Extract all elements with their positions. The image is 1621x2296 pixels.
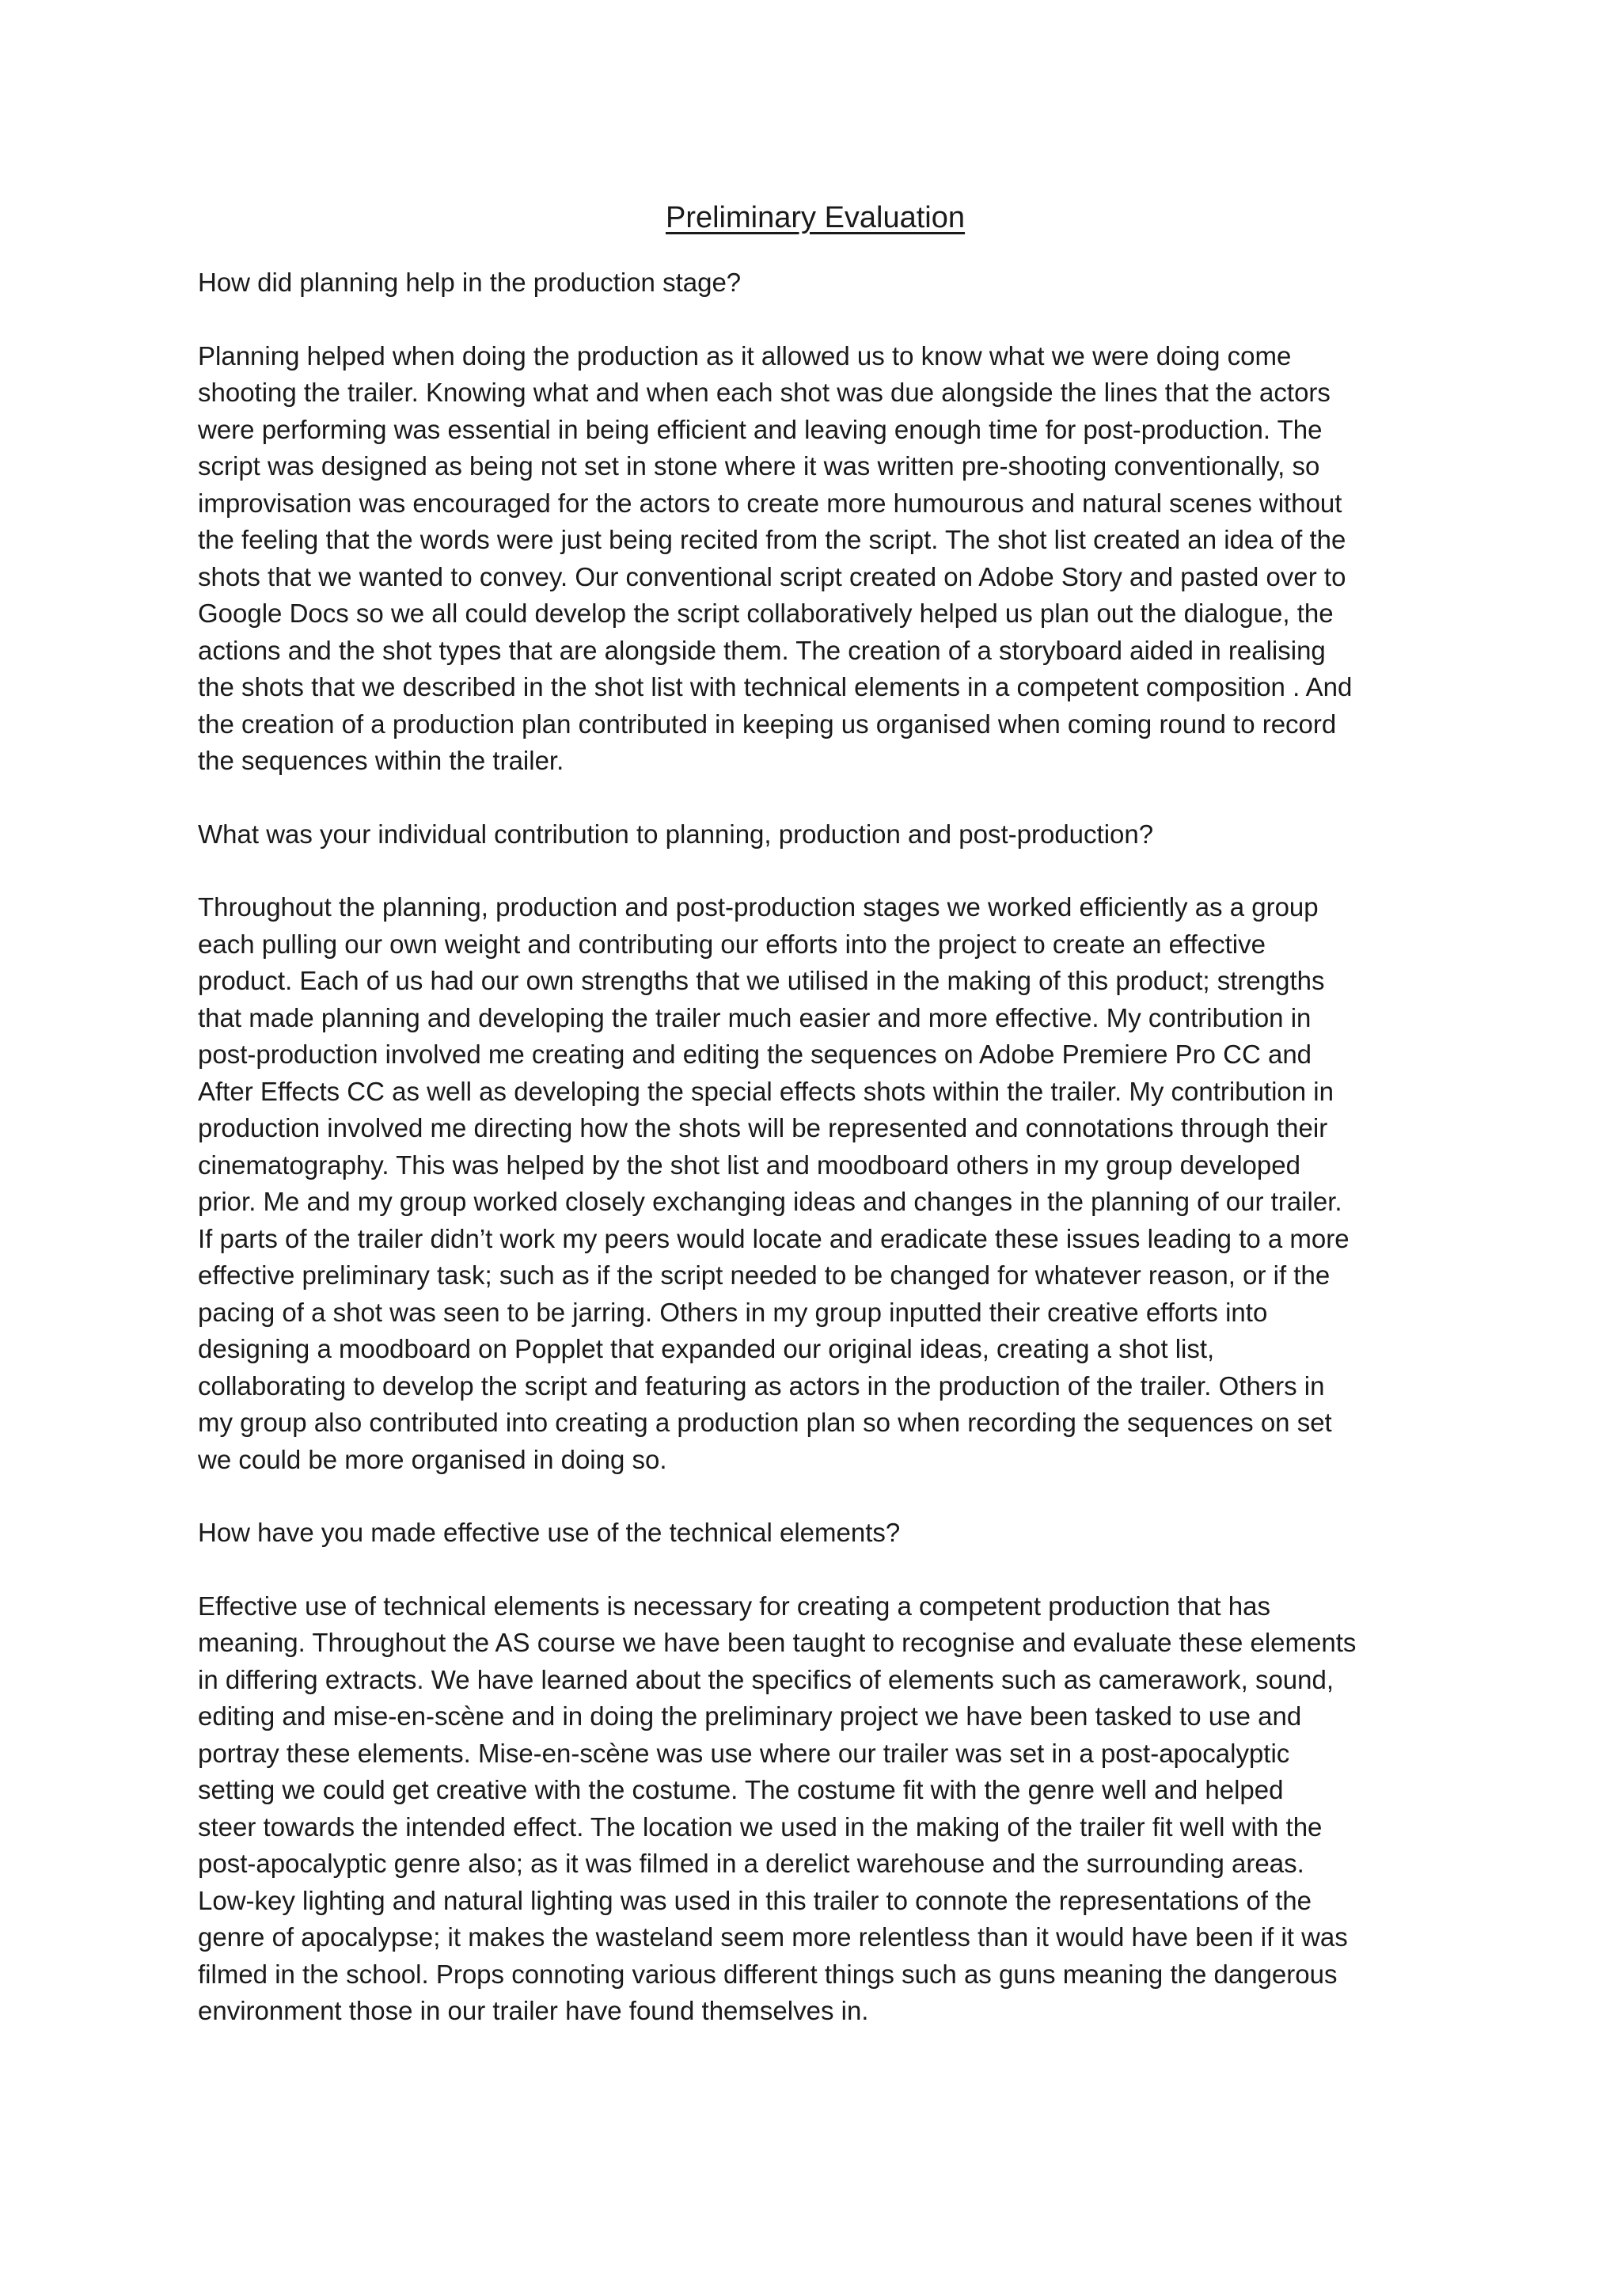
answer-line: script was designed as being not set in stone where it was written pre-shooting conventionally, so (198, 451, 1320, 481)
question-planning: How did planning help in the production stage? (198, 268, 742, 297)
answer-line: production involved me directing how the shots will be represented and connotations through their (198, 1113, 1328, 1142)
answer-line: setting we could get creative with the costume. The costume fit with the genre well and helped (198, 1775, 1284, 1804)
answer-planning (198, 338, 1433, 780)
question-contribution: What was your individual contribution to planning, production and post-production? (198, 819, 1154, 849)
answer-line: post-apocalyptic genre also; as it was filmed in a derelict warehouse and the surrounding areas. (198, 1849, 1304, 1878)
answer-line: steer towards the intended effect. The location we used in the making of the trailer fit well with the (198, 1811, 1323, 1842)
answer-line: effective preliminary task; such as if the script needed to be changed for whatever reason, or if the (198, 1260, 1331, 1290)
answer-line: each pulling our own weight and contributing our efforts into the project to create an effective (198, 929, 1266, 959)
answer-line: we could be more organised in doing so. (198, 1444, 667, 1474)
answer-line: pacing of a shot was seen to be jarring. Others in my group inputted their creative efforts into (198, 1297, 1268, 1327)
answer-line: Planning helped when doing the production as it allowed us to know what we were doing come (198, 340, 1292, 371)
answer-line: product. Each of us had our own strengths that we utilised in the making of this product; strengths (198, 966, 1325, 995)
answer-contribution (198, 889, 1433, 1478)
answer-line: shots that we wanted to convey. Our conventional script created on Adobe Story and pasted over to (198, 561, 1346, 591)
answer-line: post-production involved me creating and editing the sequences on Adobe Premiere Pro CC and (198, 1040, 1312, 1069)
answer-line: in differing extracts. We have learned about the specifics of elements such as camerawork, sound, (198, 1664, 1334, 1694)
answer-line: prior. Me and my group worked closely exchanging ideas and changes in the planning of our trailer. (198, 1187, 1342, 1216)
answer-line: Google Docs so we all could develop the script collaboratively helped us plan out the dialogue, the (198, 599, 1334, 628)
answer-line: designing a moodboard on Popplet that expanded our original ideas, creating a shot list, (198, 1334, 1215, 1363)
answer-line: shooting the trailer. Knowing what and when each shot was due alongside the lines that the actors (198, 378, 1331, 407)
answer-line: were performing was essential in being efficient and leaving enough time for post-production. The (198, 414, 1323, 444)
answer-line: the shots that we described in the shot list with technical elements in a competent composition . And (198, 672, 1353, 701)
answer-line: environment those in our trailer have found themselves in. (198, 1996, 869, 2025)
answer-line: portray these elements. Mise-en-scène was use where our trailer was set in a post-apocalyptic (198, 1738, 1290, 1768)
answer-line: that made planning and developing the trailer much easier and more effective. My contribution in (198, 1002, 1312, 1032)
answer-line: cinematography. This was helped by the shot list and moodboard others in my group developed (198, 1150, 1300, 1180)
answer-line: filmed in the school. Props connoting various different things such as guns meaning the dangerous (198, 1959, 1338, 1989)
answer-line: editing and mise-en-scène and in doing the preliminary project we have been tasked to use and (198, 1701, 1302, 1731)
answer-line: the feeling that the words were just being recited from the script. The shot list created an idea of the (198, 525, 1346, 554)
answer-technical-elements (198, 1588, 1433, 2030)
answer-line: Throughout the planning, production and post-production stages we worked efficiently as a group (198, 892, 1319, 922)
document-title: Preliminary Evaluation (665, 201, 966, 234)
question-technical-elements: How have you made effective use of the technical elements? (198, 1518, 901, 1547)
answer-line: the creation of a production plan contributed in keeping us organised when coming round to record (198, 709, 1337, 739)
answer-line: my group also contributed into creating a production plan so when recording the sequences on set (198, 1408, 1332, 1437)
answer-line: Effective use of technical elements is necessary for creating a competent production that has (198, 1591, 1270, 1621)
answer-line: Low-key lighting and natural lighting was used in this trailer to connote the representations of the (198, 1885, 1312, 1915)
answer-line: collaborating to develop the script and featuring as actors in the production of the trailer. Others in (198, 1370, 1325, 1401)
answer-line: meaning. Throughout the AS course we have been taught to recognise and evaluate these elements (198, 1628, 1357, 1657)
answer-line: If parts of the trailer didn’t work my peers would locate and eradicate these issues leading to a more (198, 1223, 1350, 1253)
document-page (198, 190, 1433, 2066)
answer-line: actions and the shot types that are alongside them. The creation of a storyboard aided in realising (198, 635, 1326, 665)
answer-line: genre of apocalypse; it makes the wasteland seem more relentless than it would have been if it was (198, 1922, 1348, 1952)
answer-line: the sequences within the trailer. (198, 746, 564, 775)
answer-line: improvisation was encouraged for the actors to create more humourous and natural scenes without (198, 488, 1342, 518)
answer-line: After Effects CC as well as developing the special effects shots within the trailer. My contribution in (198, 1076, 1334, 1106)
